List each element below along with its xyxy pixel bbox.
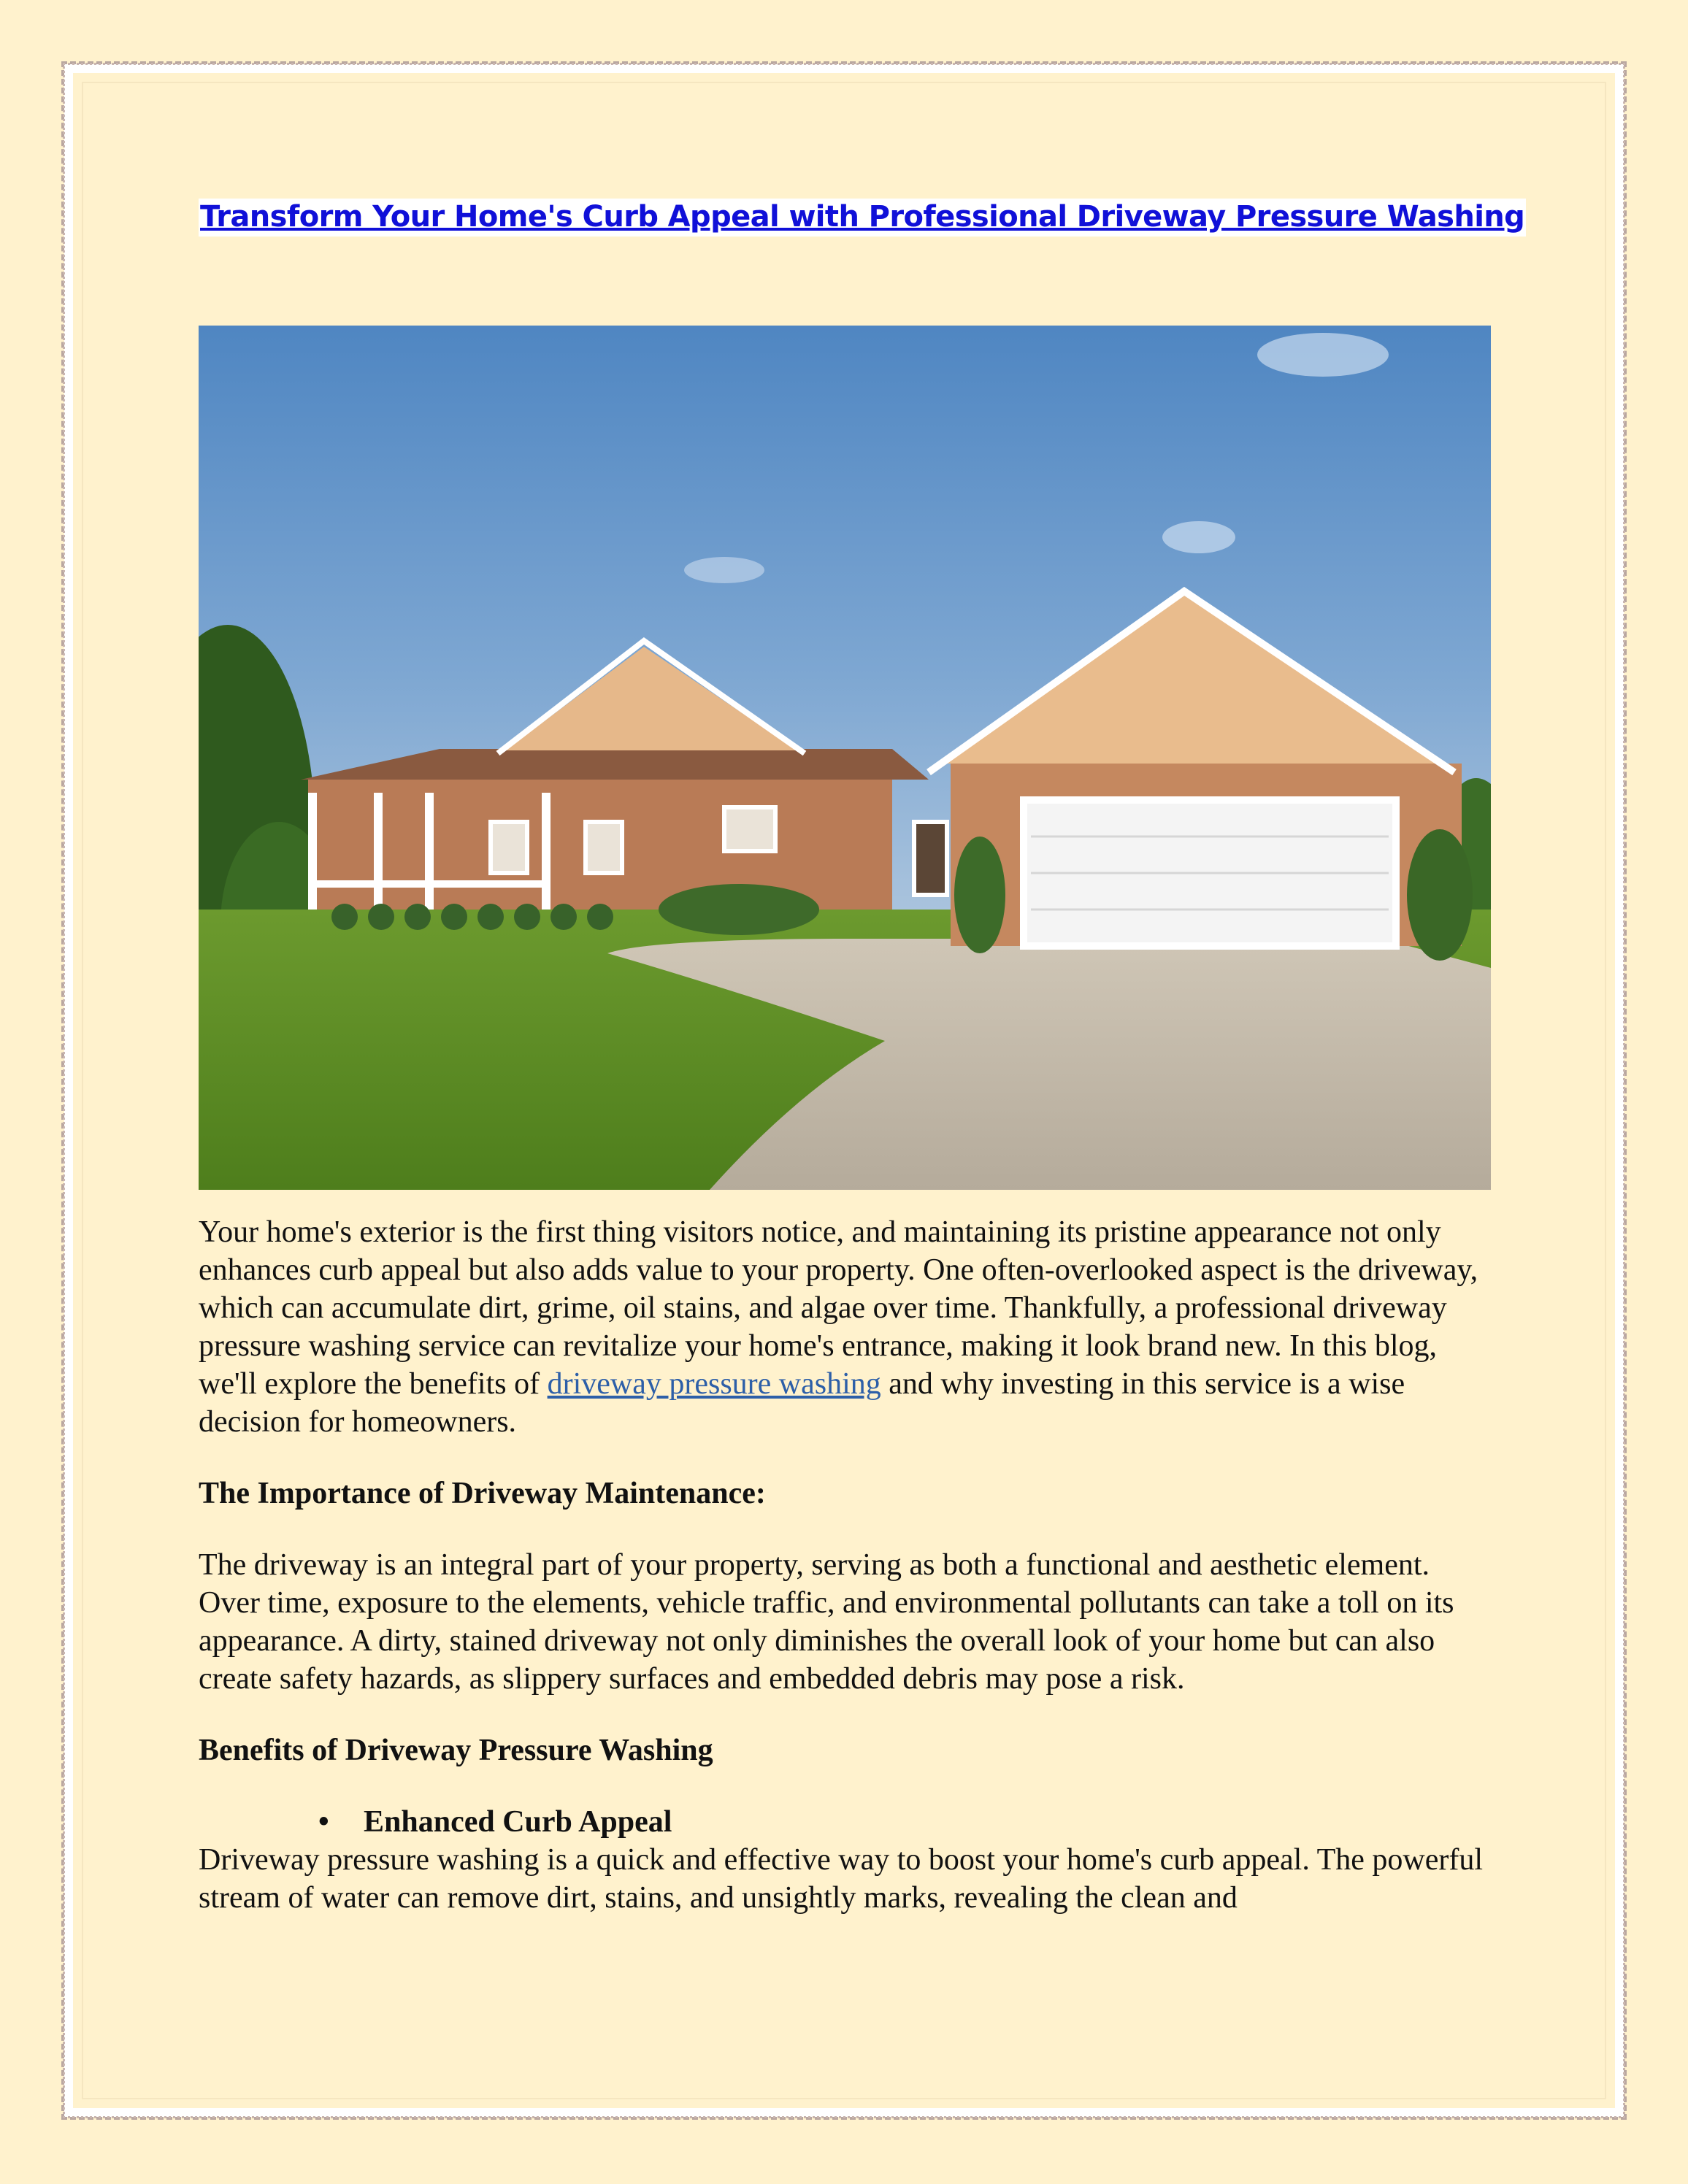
house-photo-illustration	[199, 326, 1491, 1190]
section-heading-benefits: Benefits of Driveway Pressure Washing	[199, 1734, 713, 1767]
hero-house-photo	[199, 326, 1491, 1190]
intro-text-start: Your home's exterior is the first thing visitors notice, and maintaining its pristine appearance not only enhances curb appeal but also adds value to your property. One often-overlooked aspect is the driveway, which can accumulate dirt, grime, oil stains, and algae over time. Thankfully, a professional driveway pressure washing service can revitalize your home's entrance, making it look brand new. In this blog, we'll explore the benefits of	[199, 1215, 1478, 1401]
intro-paragraph	[199, 1213, 1498, 1441]
article-title-link[interactable]: Transform Your Home's Curb Appeal with Professional Driveway Pressure Washing	[199, 199, 1526, 237]
bullet-dot-icon: •	[318, 1805, 329, 1839]
importance-paragraph: The driveway is an integral part of your property, serving as both a functional and aesthetic element. Over time, exposure to the elements, vehicle traffic, and environmental pollutants can take a toll on its appearance. A dirty, stained driveway not only diminishes the overall look of your home but can also create safety hazards, as slippery surfaces and embedded debris may pose a risk.	[199, 1548, 1454, 1696]
section-heading-importance: The Importance of Driveway Maintenance:	[199, 1477, 766, 1510]
bullet-title: Enhanced Curb Appeal	[364, 1805, 672, 1839]
bullet-item-curb-appeal	[199, 1803, 1498, 1841]
driveway-pressure-washing-link[interactable]: driveway pressure washing	[547, 1367, 881, 1401]
article-body	[199, 1213, 1498, 1917]
intro-text-end: and why investing in this service is a wise decision for homeowners.	[199, 1367, 1405, 1439]
curb-appeal-paragraph: Driveway pressure washing is a quick and effective way to boost your home's curb appeal. The powerful stream of water can remove dirt, stains, and unsightly marks, revealing the clean and	[199, 1843, 1483, 1915]
